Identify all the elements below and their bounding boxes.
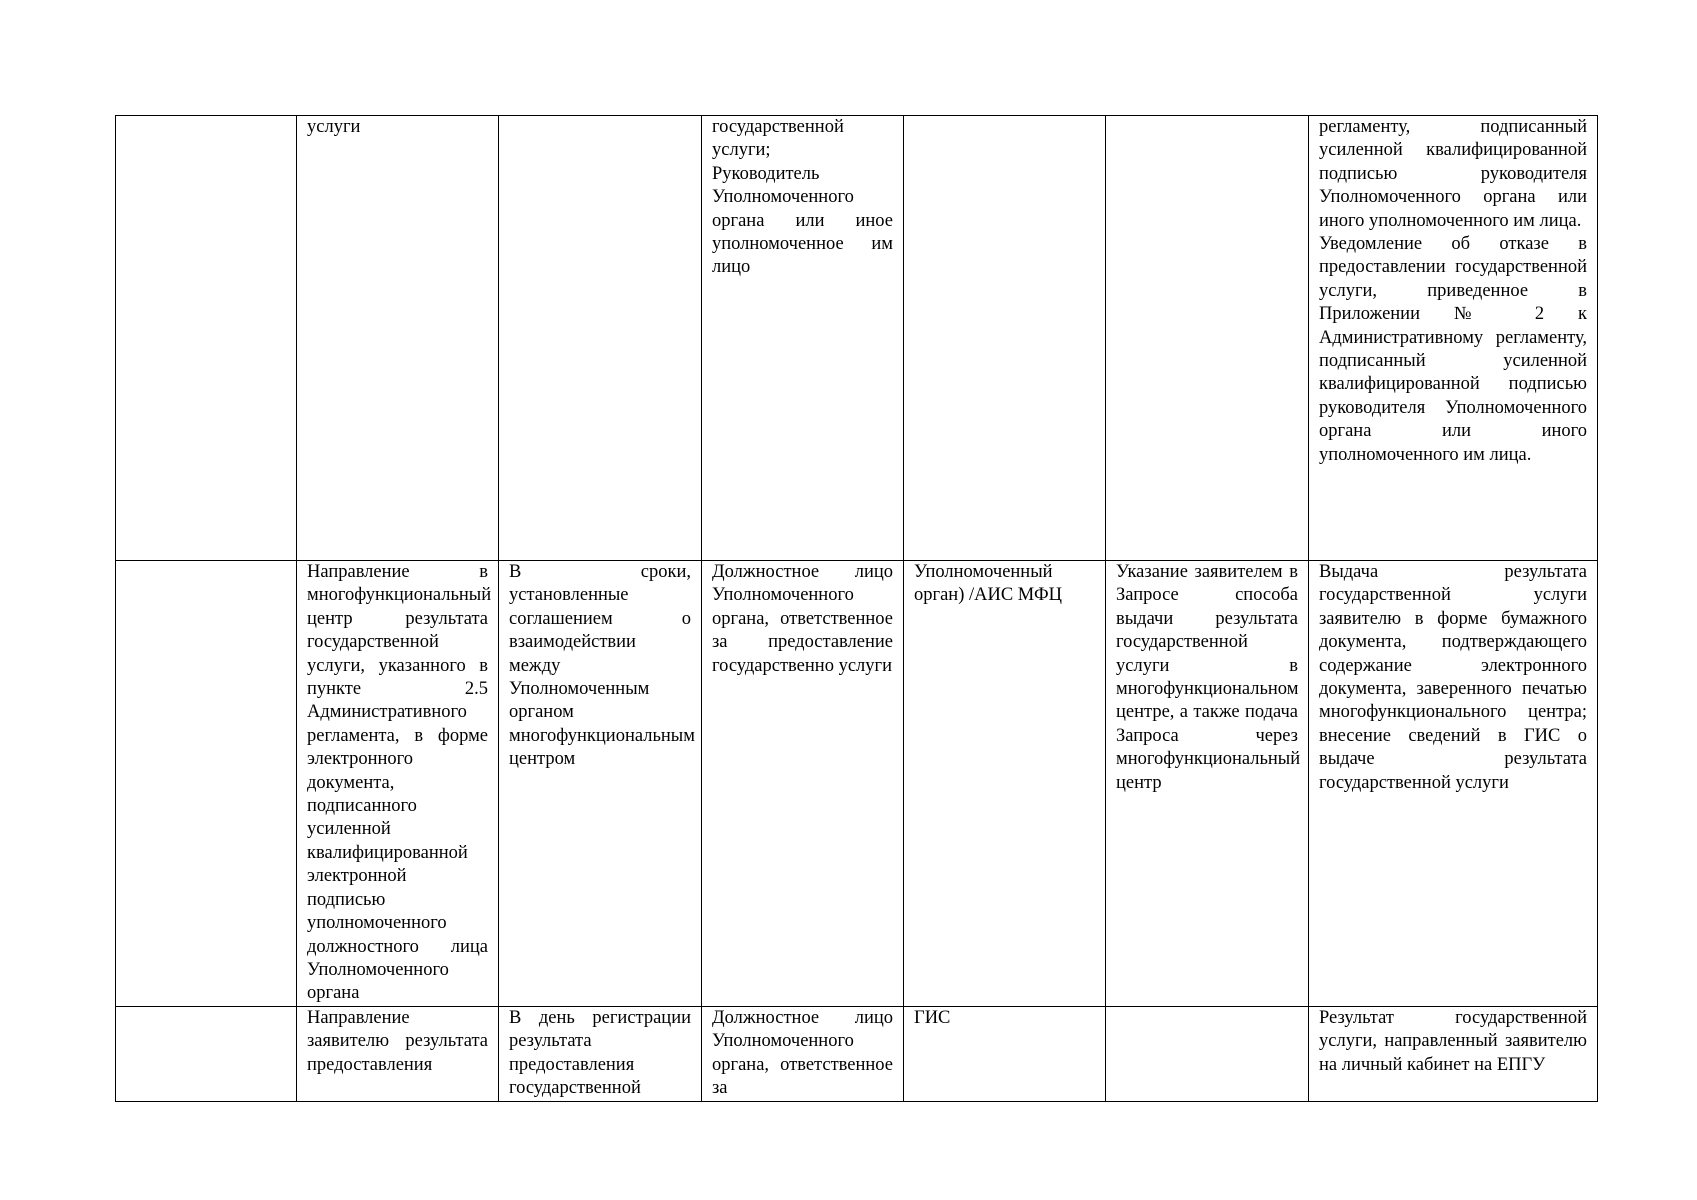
table-cell: Должностное лицо Уполномоченного органа, ответственное за предоставление государственно услуги [702,561,904,1007]
procedure-table [115,115,1598,1102]
cell-paragraph: регламенту, подписанный усиленной квалифицированной подписью руководителя Уполномоченного органа или иного уполномоченного им лица. [1319,117,1587,231]
table-cell [116,561,297,1007]
table-cell [904,116,1106,561]
table-row [116,561,1598,1007]
table-cell: В день регистрации результата предоставления государственной [499,1006,702,1101]
cell-paragraph: государственной услуги; [712,117,844,161]
table-cell: Результат государственной услуги, направленный заявителю на личный кабинет на ЕПГУ [1309,1006,1598,1101]
table-cell: Должностное лицо Уполномоченного органа, ответственное за [702,1006,904,1101]
table-cell [116,1006,297,1101]
table-cell: Направление заявителю результата предоставления [297,1006,499,1101]
table-cell [702,116,904,561]
table-cell: Уполномоченный орган) /АИС МФЦ [904,561,1106,1007]
table-cell [1309,116,1598,561]
table-cell: Направление в многофункциональный центр результата государственной услуги, указанного в пункте 2.5 Административного регламента, в форме электронного документа, подписанного усиленной квалифицированной электронной подписью уполномоченного должностного лица Уполномоченного органа [297,561,499,1007]
table-cell: Выдача результата государственной услуги заявителю в форме бумажного документа, подтверждающего содержание электронного документа, заверенного печатью многофункционального центра; внесение сведений в ГИС о выдаче результата государственной услуги [1309,561,1598,1007]
table-cell: услуги [297,116,499,561]
table-row [116,116,1598,561]
table-cell [499,116,702,561]
table-row [116,1006,1598,1101]
table-cell: Указание заявителем в Запросе способа выдачи результата государственной услуги в многофункциональном центре, а также подача Запроса через многофункциональный центр [1106,561,1309,1007]
table-cell: В сроки, установленные соглашением о взаимодействии между Уполномоченным органом многофункциональным центром [499,561,702,1007]
cell-paragraph: Руководитель Уполномоченного органа или иное уполномоченное им лицо [712,163,893,278]
table-cell [116,116,297,561]
cell-paragraph: Уведомление об отказе в предоставлении государственной услуги, приведенное в Приложении № 2 к Административному регламенту, подписанный усиленной квалифицированной подписью руководителя Уполномоченного органа или иного уполномоченного им лица. [1319,234,1587,465]
table-cell: ГИС [904,1006,1106,1101]
table-cell [1106,1006,1309,1101]
table-cell [1106,116,1309,561]
